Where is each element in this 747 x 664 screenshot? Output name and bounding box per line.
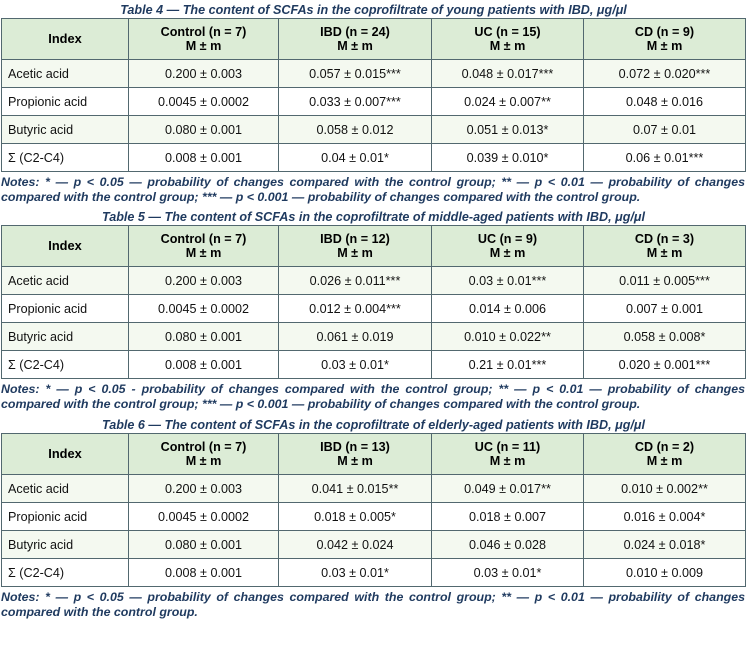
header-ibd: IBD (n = 13) M ± m (279, 434, 432, 475)
cell-uc: 0.051 ± 0.013* (432, 116, 584, 144)
table-row (2, 267, 746, 295)
cell-cd: 0.007 ± 0.001 (584, 295, 746, 323)
table-row (2, 323, 746, 351)
header-index: Index (2, 226, 129, 267)
header-control: Control (n = 7) M ± m (129, 226, 279, 267)
table-6 (1, 433, 746, 587)
table-4-notes: Notes: * — p < 0.05 — probability of changes compared with the control group; ** — p < 0.01 — probability of changes compared with the control group; *** — p < 0.001 — probability of changes compared with the control group. (1, 175, 745, 204)
cell-uc: 0.03 ± 0.01*** (432, 267, 584, 295)
cell-cd: 0.011 ± 0.005*** (584, 267, 746, 295)
header-ibd: IBD (n = 24) M ± m (279, 19, 432, 60)
cell-control: 0.200 ± 0.003 (129, 60, 279, 88)
header-cd: CD (n = 3) M ± m (584, 226, 746, 267)
cell-index: Butyric acid (2, 531, 129, 559)
table-6-caption: Table 6 — The content of SCFAs in the coprofiltrate of elderly-aged patients with IBD, μg/μl (101, 418, 645, 432)
cell-control: 0.200 ± 0.003 (129, 475, 279, 503)
table-row (2, 351, 746, 379)
cell-control: 0.0045 ± 0.0002 (129, 88, 279, 116)
cell-cd: 0.020 ± 0.001*** (584, 351, 746, 379)
cell-control: 0.200 ± 0.003 (129, 267, 279, 295)
cell-index: Σ (C2-C4) (2, 559, 129, 587)
cell-uc: 0.21 ± 0.01*** (432, 351, 584, 379)
cell-control: 0.008 ± 0.001 (129, 559, 279, 587)
cell-cd: 0.07 ± 0.01 (584, 116, 746, 144)
cell-ibd: 0.042 ± 0.024 (279, 531, 432, 559)
cell-uc: 0.039 ± 0.010* (432, 144, 584, 172)
table-row (2, 88, 746, 116)
cell-uc: 0.03 ± 0.01* (432, 559, 584, 587)
cell-index: Propionic acid (2, 88, 129, 116)
header-control: Control (n = 7) M ± m (129, 434, 279, 475)
cell-index: Σ (C2-C4) (2, 144, 129, 172)
cell-index: Propionic acid (2, 503, 129, 531)
cell-ibd: 0.061 ± 0.019 (279, 323, 432, 351)
cell-cd: 0.016 ± 0.004* (584, 503, 746, 531)
cell-index: Acetic acid (2, 60, 129, 88)
table-6-notes: Notes: * — p < 0.05 — probability of changes compared with the control group; ** — p < 0.01 — probability of changes compared with the control group. (1, 590, 745, 619)
cell-ibd: 0.057 ± 0.015*** (279, 60, 432, 88)
cell-uc: 0.046 ± 0.028 (432, 531, 584, 559)
cell-ibd: 0.033 ± 0.007*** (279, 88, 432, 116)
table-header-row (2, 19, 746, 60)
table-row (2, 116, 746, 144)
cell-cd: 0.048 ± 0.016 (584, 88, 746, 116)
header-index: Index (2, 19, 129, 60)
cell-ibd: 0.041 ± 0.015** (279, 475, 432, 503)
document-page (0, 3, 747, 664)
cell-cd: 0.058 ± 0.008* (584, 323, 746, 351)
header-uc: UC (n = 11) M ± m (432, 434, 584, 475)
table-4 (1, 18, 746, 172)
table-5 (1, 225, 746, 379)
table-row (2, 144, 746, 172)
table-row (2, 503, 746, 531)
cell-ibd: 0.026 ± 0.011*** (279, 267, 432, 295)
cell-control: 0.008 ± 0.001 (129, 144, 279, 172)
cell-cd: 0.024 ± 0.018* (584, 531, 746, 559)
table-4-caption: Table 4 — The content of SCFAs in the coprofiltrate of young patients with IBD, μg/μl (120, 3, 627, 17)
cell-ibd: 0.012 ± 0.004*** (279, 295, 432, 323)
cell-uc: 0.049 ± 0.017** (432, 475, 584, 503)
cell-ibd: 0.018 ± 0.005* (279, 503, 432, 531)
cell-control: 0.080 ± 0.001 (129, 531, 279, 559)
cell-control: 0.080 ± 0.001 (129, 323, 279, 351)
cell-uc: 0.048 ± 0.017*** (432, 60, 584, 88)
cell-index: Butyric acid (2, 116, 129, 144)
cell-ibd: 0.03 ± 0.01* (279, 351, 432, 379)
cell-index: Propionic acid (2, 295, 129, 323)
table-header-row (2, 226, 746, 267)
cell-uc: 0.014 ± 0.006 (432, 295, 584, 323)
cell-ibd: 0.04 ± 0.01* (279, 144, 432, 172)
cell-ibd: 0.058 ± 0.012 (279, 116, 432, 144)
table-row (2, 295, 746, 323)
table-row (2, 475, 746, 503)
cell-cd: 0.010 ± 0.009 (584, 559, 746, 587)
table-5-notes: Notes: * — p < 0.05 - probability of changes compared with the control group; ** — p < 0.01 — probability of changes compared with the control group; *** — p < 0.001 — probability of changes compared with the control group. (1, 382, 745, 411)
header-control: Control (n = 7) M ± m (129, 19, 279, 60)
cell-control: 0.0045 ± 0.0002 (129, 503, 279, 531)
cell-control: 0.008 ± 0.001 (129, 351, 279, 379)
header-ibd: IBD (n = 12) M ± m (279, 226, 432, 267)
header-cd: CD (n = 9) M ± m (584, 19, 746, 60)
cell-ibd: 0.03 ± 0.01* (279, 559, 432, 587)
cell-uc: 0.018 ± 0.007 (432, 503, 584, 531)
header-index: Index (2, 434, 129, 475)
table-row (2, 531, 746, 559)
cell-control: 0.0045 ± 0.0002 (129, 295, 279, 323)
cell-index: Σ (C2-C4) (2, 351, 129, 379)
table-row (2, 60, 746, 88)
table-5-caption: Table 5 — The content of SCFAs in the coprofiltrate of middle-aged patients with IBD, μg/μl (102, 210, 645, 224)
cell-cd: 0.06 ± 0.01*** (584, 144, 746, 172)
table-header-row (2, 434, 746, 475)
cell-control: 0.080 ± 0.001 (129, 116, 279, 144)
table-row (2, 559, 746, 587)
cell-index: Acetic acid (2, 267, 129, 295)
cell-cd: 0.010 ± 0.002** (584, 475, 746, 503)
header-uc: UC (n = 9) M ± m (432, 226, 584, 267)
header-uc: UC (n = 15) M ± m (432, 19, 584, 60)
cell-index: Acetic acid (2, 475, 129, 503)
cell-cd: 0.072 ± 0.020*** (584, 60, 746, 88)
cell-uc: 0.010 ± 0.022** (432, 323, 584, 351)
cell-index: Butyric acid (2, 323, 129, 351)
cell-uc: 0.024 ± 0.007** (432, 88, 584, 116)
header-cd: CD (n = 2) M ± m (584, 434, 746, 475)
